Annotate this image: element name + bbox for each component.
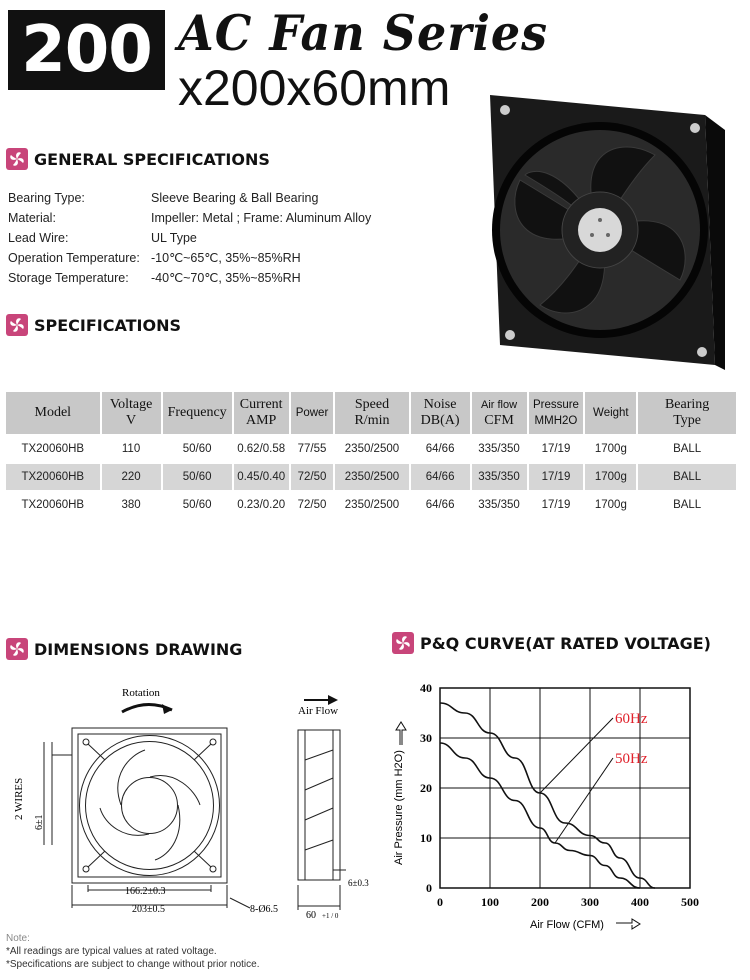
spec-row (8, 188, 371, 208)
series-leader-line (540, 718, 613, 793)
x-tick-label: 200 (531, 895, 549, 909)
spec-row (8, 248, 371, 268)
cell-noise: 64/66 (425, 443, 455, 455)
airflow-label: Air Flow (298, 705, 339, 717)
spec-label: Bearing Type: (8, 191, 85, 205)
col-header: Bearing Type (638, 392, 736, 434)
wires-label: 2 WIRES (13, 777, 25, 820)
col-header: Frequency (163, 392, 232, 434)
table-row (6, 464, 736, 490)
col-header: Pressure MMH2O (529, 392, 584, 434)
note-heading: Note: (6, 933, 30, 944)
cell-frequency: 50/60 (163, 464, 232, 490)
section-title: GENERAL SPECIFICATIONS (34, 149, 270, 169)
col-header: Model (6, 392, 100, 434)
cell-current: 0.45/0.40 (234, 464, 289, 490)
spec-row (8, 268, 371, 288)
series-leader-line (555, 758, 613, 843)
cell-speed: 2350/2500 (344, 443, 400, 455)
spec-value: Impeller: Metal ; Frame: Aluminum Alloy (151, 211, 372, 225)
section-title: SPECIFICATIONS (34, 315, 182, 335)
cell-current: 0.62/0.58 (237, 443, 286, 455)
x-tick-label: 400 (631, 895, 649, 909)
general-specs-heading (6, 148, 270, 170)
outer-dimension: 203±0.5 (132, 904, 165, 915)
fan-product-photo (470, 80, 730, 380)
cell-power: 77/55 (297, 443, 327, 455)
spec-value: -10℃~65℃, 35%~85%RH (151, 251, 301, 265)
spec-value: Sleeve Bearing & Ball Bearing (151, 191, 319, 205)
cell-airflow: 335/350 (478, 443, 520, 455)
cell-noise: 64/66 (425, 499, 455, 511)
note-line: *Specifications are subject to change without prior notice. (6, 959, 260, 970)
cell-airflow: 335/350 (472, 464, 527, 490)
series-label-50Hz: 50Hz (615, 751, 648, 767)
col-header: Voltage V (102, 392, 161, 434)
general-specs-list (8, 188, 371, 288)
y-tick-label: 40 (420, 681, 432, 695)
spec-table (4, 390, 738, 520)
dimensions-heading (6, 638, 242, 660)
fan-icon (6, 314, 28, 336)
spec-value: UL Type (151, 231, 197, 245)
col-header: Air flow CFM (472, 392, 527, 434)
fan-icon (6, 148, 28, 170)
rotation-label: Rotation (122, 687, 160, 699)
col-header: Current AMP (234, 392, 289, 434)
x-tick-label: 500 (681, 895, 699, 909)
pq-curve-chart (380, 670, 750, 940)
fan-icon (392, 632, 414, 654)
x-axis-label: Air Flow (CFM) (530, 919, 604, 931)
side-tolerance: 6±0.3 (348, 878, 369, 888)
cell-bearing: BALL (673, 443, 702, 455)
spec-label: Lead Wire: (8, 231, 69, 245)
cell-frequency: 50/60 (182, 499, 212, 511)
x-tick-label: 300 (581, 895, 599, 909)
cell-frequency: 50/60 (182, 443, 212, 455)
pq-curve-heading (392, 632, 711, 654)
spec-label: Material: (8, 211, 56, 225)
cell-pressure: 17/19 (541, 499, 571, 511)
spec-row (8, 228, 371, 248)
spec-row (8, 208, 371, 228)
dimensions-drawing (0, 680, 380, 940)
cell-voltage: 110 (121, 443, 141, 455)
wire-tolerance: 6±1 (34, 814, 45, 830)
cell-weight: 1700g (594, 499, 627, 511)
col-header: Power (291, 392, 334, 434)
y-tick-label: 30 (420, 731, 432, 745)
cell-weight: 1700g (594, 443, 627, 455)
notes (6, 932, 259, 971)
chart-series (440, 703, 655, 888)
series-title: AC Fan Series (178, 4, 549, 62)
cell-noise: 64/66 (411, 464, 470, 490)
cell-model: TX20060HB (21, 499, 85, 511)
x-axis-arrow-icon (616, 919, 640, 929)
cell-pressure: 17/19 (529, 464, 584, 490)
note-line: *All readings are typical values at rated voltage. (6, 946, 217, 957)
fan-icon (6, 638, 28, 660)
table-row (6, 436, 736, 462)
cell-voltage: 220 (102, 464, 161, 490)
cell-pressure: 17/19 (541, 443, 571, 455)
col-header: Speed R/min (335, 392, 408, 434)
series-label-60Hz: 60Hz (615, 711, 648, 727)
col-header: Weight (585, 392, 636, 434)
spec-value: -40℃~70℃, 35%~85%RH (151, 271, 301, 285)
table-header-row (6, 392, 736, 434)
y-tick-label: 20 (420, 781, 432, 795)
chart-grid (440, 688, 690, 888)
section-title: P&Q CURVE(AT RATED VOLTAGE) (420, 633, 711, 653)
y-tick-label: 0 (426, 881, 432, 895)
y-tick-label: 10 (420, 831, 432, 845)
cell-model: TX20060HB (6, 464, 100, 490)
cell-speed: 2350/2500 (335, 464, 408, 490)
x-tick-label: 100 (481, 895, 499, 909)
cell-weight: 1700g (585, 464, 636, 490)
series-line-60Hz (440, 703, 655, 888)
spec-label: Storage Temperature: (8, 271, 129, 285)
x-tick-label: 0 (437, 895, 443, 909)
cell-power: 72/50 (297, 499, 327, 511)
depth-dimension: 60 (306, 910, 316, 921)
y-axis-arrow-icon (396, 722, 406, 745)
series-badge: 200 (8, 10, 165, 90)
cell-current: 0.23/0.20 (237, 499, 286, 511)
cell-voltage: 380 (121, 499, 141, 511)
table-row (6, 492, 736, 518)
y-axis-label: Air Pressure (mm H2O) (393, 750, 405, 865)
depth-tolerance: +1 / 0 (322, 912, 339, 920)
inner-dimension: 166.2±0.3 (125, 886, 166, 897)
spec-label: Operation Temperature: (8, 251, 140, 265)
hole-dimension: 8-Ø6.5 (250, 904, 279, 915)
cell-speed: 2350/2500 (344, 499, 400, 511)
series-dimensions: x200x60mm (178, 60, 451, 116)
cell-bearing: BALL (638, 464, 736, 490)
cell-bearing: BALL (673, 499, 702, 511)
chart-ticks (420, 681, 699, 909)
col-header: Noise DB(A) (411, 392, 470, 434)
cell-power: 72/50 (291, 464, 334, 490)
section-title: DIMENSIONS DRAWING (34, 639, 243, 659)
specs-heading (6, 314, 181, 336)
cell-airflow: 335/350 (478, 499, 520, 511)
cell-model: TX20060HB (21, 443, 85, 455)
